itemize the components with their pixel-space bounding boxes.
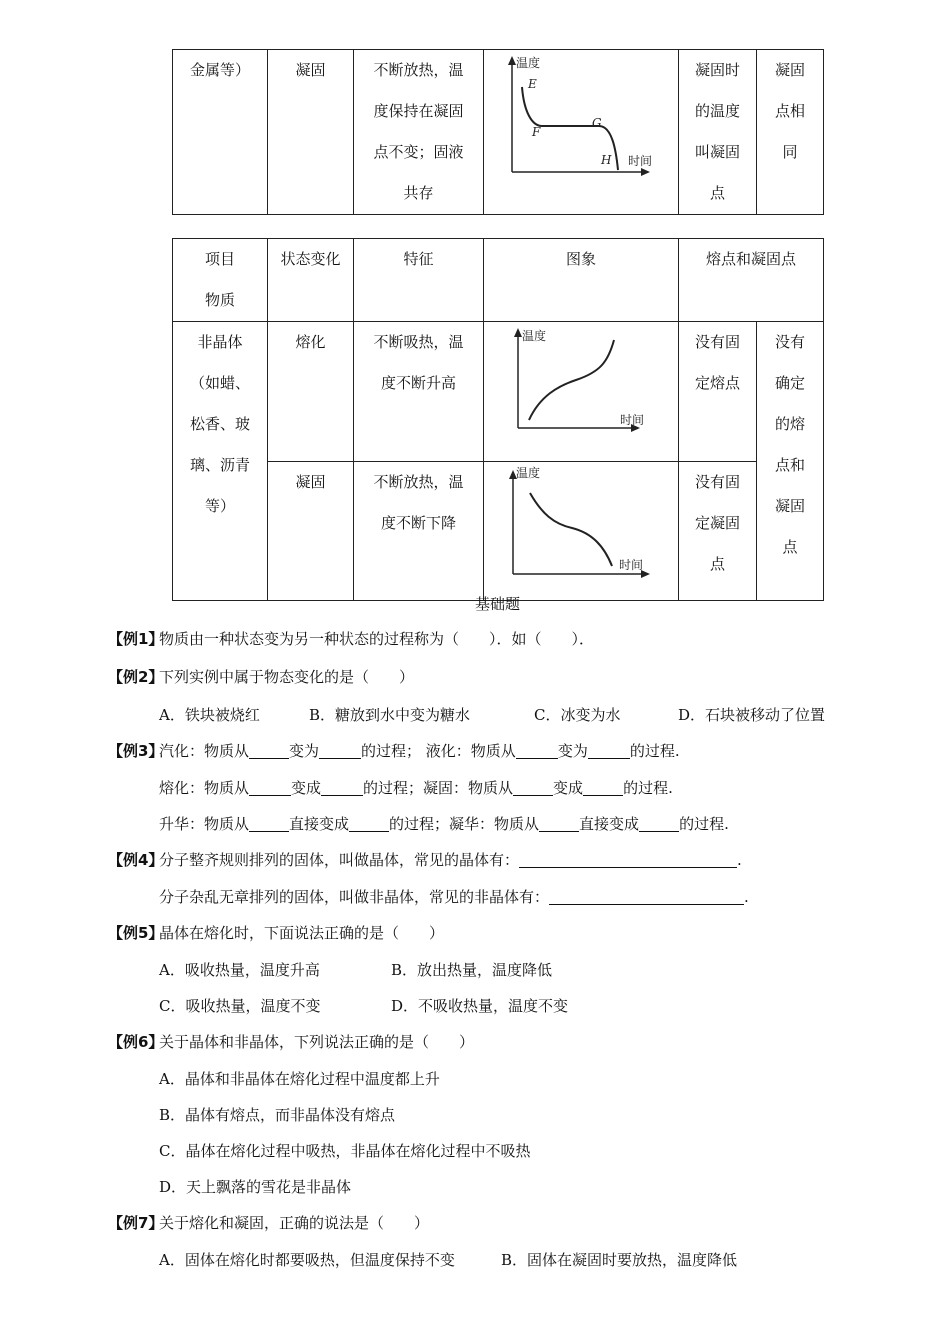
point-f-label: F [532,125,541,139]
melting-curve [529,340,614,420]
x-axis-label: 时间 [619,558,644,572]
question-tag: 【例6】 [108,1033,164,1051]
feature-cell: 不断放热，温 度保持在凝固 点不变；固液 共存 [354,50,484,215]
option-d: D．天上飘落的雪花是非晶体 [159,1178,352,1196]
question-2-options [159,704,825,725]
question-4-line-2: 分子杂乱无章排列的固体，叫做非晶体，常见的非晶体有： . [159,888,749,906]
question-6 [108,1031,474,1052]
blank[interactable] [539,816,579,832]
question-text: 关于晶体和非晶体，下列说法正确的是（ ） [159,1033,475,1051]
option-b: B．固体在凝固时要放热，温度降低 [501,1251,738,1269]
option-b: B．糖放到水中变为糖水 [309,706,471,724]
question-3-line-2: 熔化：物质从 变成 的过程；凝固：物质从 变成 的过程. [159,779,673,797]
melting-point-cell: 没有固 定熔点 [679,322,757,462]
question-5-options-row-2 [159,995,568,1016]
crystal-freezing-table [172,49,824,215]
blank[interactable] [249,780,291,796]
blank[interactable] [249,743,289,759]
question-3-line-3: 升华：物质从 直接变成 的过程；凝华：物质从 直接变成 的过程. [159,815,729,833]
amorphous-melting-graph [484,322,679,461]
option-c: C．吸收热量，温度不变 [159,997,321,1015]
blank[interactable] [349,816,389,832]
option-b: B．放出热量，温度降低 [391,961,553,979]
freezing-curve [530,493,612,566]
option-d: D．不吸收热量，温度不变 [391,997,569,1015]
y-axis-label: 温度 [522,329,547,343]
x-axis-label: 时间 [628,154,653,168]
blank[interactable] [583,780,623,796]
blank[interactable] [516,743,558,759]
question-2 [108,666,414,687]
blank[interactable] [519,852,737,868]
question-text: 晶体在熔化时，下面说法正确的是（ ） [159,924,445,942]
crystal-freezing-graph [484,50,679,213]
melting-change-cell: 熔化 [268,322,354,462]
question-text: 物质由一种状态变为另一种状态的过程称为（ ）．如（ ）． [159,630,595,648]
option-c: C．晶体在熔化过程中吸热，非晶体在熔化过程中不吸热 [159,1142,531,1160]
point-h-label: H [601,153,612,167]
blank[interactable] [639,816,679,832]
option-a: A．固体在熔化时都要吸热，但温度保持不变 [159,1251,455,1269]
blank[interactable] [588,743,630,759]
question-7-options [159,1249,737,1270]
question-tag: 【例7】 [108,1214,164,1232]
question-tag: 【例1】 [108,630,164,648]
header-graph: 图象 [484,239,679,322]
material-cell: 金属等） [173,50,268,215]
amorphous-table [172,238,824,601]
blank[interactable] [513,780,553,796]
header-feature: 特征 [354,239,484,322]
question-tag: 【例4】 [108,851,164,869]
blank[interactable] [319,743,361,759]
point-e-label: E [528,77,537,91]
header-state-change: 状态变化 [268,239,354,322]
amorphous-material-cell: 非晶体 （如蜡、 松香、玻 璃、沥青 等） [173,322,268,601]
question-5-options-row-1 [159,959,552,980]
blank[interactable] [549,889,744,905]
freezing-change-cell: 凝固 [268,462,354,601]
section-title: 基础题 [474,595,520,613]
graph-cell [484,50,679,215]
x-axis-arrow [641,168,650,176]
blank[interactable] [249,816,289,832]
y-axis-arrow [514,328,522,337]
blank[interactable] [321,780,363,796]
option-a: A．晶体和非晶体在熔化过程中温度都上升 [159,1070,440,1088]
option-b: B．晶体有熔点，而非晶体没有熔点 [159,1106,396,1124]
melting-graph-cell [484,322,679,462]
question-4: 【例4】分子整齐规则排列的固体，叫做晶体，常见的晶体有： . [108,851,742,869]
melting-feature-cell: 不断吸热，温 度不断升高 [354,322,484,462]
question-tag: 【例2】 [108,668,164,686]
amorphous-freezing-graph [484,462,679,599]
freezing-feature-cell: 不断放热，温 度不断下降 [354,462,484,601]
question-text: 关于熔化和凝固，正确的说法是（ ） [159,1214,430,1232]
question-3: 【例3】汽化：物质从 变为 的过程； 液化：物质从 变为 的过程. [108,742,680,760]
question-5 [108,922,444,943]
point-g-label: G [592,116,602,130]
question-tag: 【例3】 [108,742,164,760]
y-axis-arrow [508,56,516,65]
question-7 [108,1212,429,1233]
question-1 [108,628,594,649]
header-points: 熔点和凝固点 [679,239,824,322]
header-item-material: 项目 物质 [173,239,268,322]
y-axis-label: 温度 [516,466,541,480]
question-tag: 【例5】 [108,924,164,942]
question-text: 下列实例中属于物态变化的是（ ） [159,668,415,686]
freezing-point-cell: 凝固时 的温度 叫凝固 点 [679,50,757,215]
y-axis-label: 温度 [516,56,541,70]
state-change-cell: 凝固 [268,50,354,215]
freezing-point-cell: 没有固 定凝固 点 [679,462,757,601]
same-point-cell: 凝固 点相 同 [757,50,824,215]
freezing-graph-cell [484,462,679,601]
option-c: C．冰变为水 [534,706,621,724]
option-a: A．吸收热量，温度升高 [159,961,320,979]
no-fixed-point-cell: 没有 确定 的熔 点和 凝固 点 [757,322,824,601]
option-d: D．石块被移动了位置 [678,706,826,724]
x-axis-label: 时间 [620,413,645,427]
option-a: A．铁块被烧红 [159,706,260,724]
